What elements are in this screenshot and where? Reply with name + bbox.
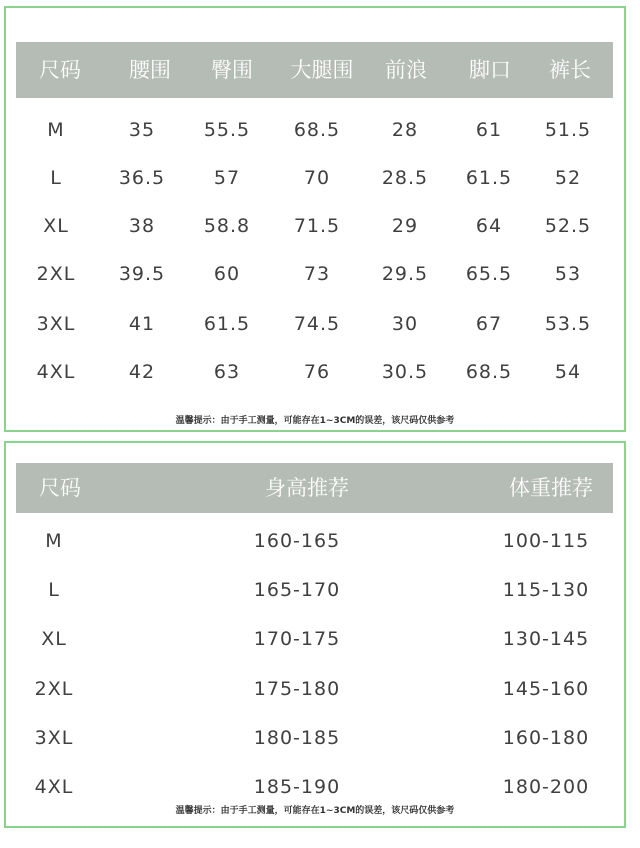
cell-front-rise: 30 bbox=[391, 313, 419, 335]
cell-leg-opening: 61 bbox=[475, 119, 503, 141]
cell-waist: 39.5 bbox=[118, 263, 166, 285]
cell-waist: 35 bbox=[128, 119, 156, 141]
cell-hip: 57 bbox=[213, 167, 241, 189]
cell-thigh: 74.5 bbox=[293, 313, 341, 335]
header-height: 身高推荐 bbox=[265, 476, 349, 500]
cell-length: 52 bbox=[554, 167, 582, 189]
cell-thigh: 71.5 bbox=[293, 215, 341, 237]
cell-weight: 100-115 bbox=[502, 530, 590, 552]
cell-thigh: 68.5 bbox=[293, 119, 341, 141]
cell-hip: 63 bbox=[213, 361, 241, 383]
measurement-note: 温馨提示：由于手工测量，可能存在1~3CM的误差，该尺码仅供参考 bbox=[175, 806, 455, 816]
cell-leg-opening: 67 bbox=[475, 313, 503, 335]
header-leg-opening: 脚口 bbox=[469, 58, 511, 82]
header-size: 尺码 bbox=[39, 58, 81, 82]
cell-height: 175-180 bbox=[253, 678, 341, 700]
cell-size: 2XL bbox=[36, 263, 76, 285]
cell-thigh: 70 bbox=[303, 167, 331, 189]
cell-weight: 130-145 bbox=[502, 628, 590, 650]
cell-hip: 55.5 bbox=[203, 119, 251, 141]
cell-thigh: 73 bbox=[303, 263, 331, 285]
cell-leg-opening: 61.5 bbox=[465, 167, 513, 189]
size-table-header bbox=[16, 42, 613, 98]
cell-size: 3XL bbox=[36, 313, 76, 335]
cell-size: 4XL bbox=[36, 361, 76, 383]
cell-waist: 41 bbox=[128, 313, 156, 335]
cell-length: 51.5 bbox=[544, 119, 592, 141]
cell-height: 185-190 bbox=[253, 776, 341, 798]
cell-leg-opening: 64 bbox=[475, 215, 503, 237]
cell-leg-opening: 65.5 bbox=[465, 263, 513, 285]
table-row bbox=[6, 615, 624, 663]
cell-size: L bbox=[50, 167, 62, 189]
table-row bbox=[6, 566, 624, 614]
cell-waist: 36.5 bbox=[118, 167, 166, 189]
cell-hip: 58.8 bbox=[203, 215, 251, 237]
cell-length: 52.5 bbox=[544, 215, 592, 237]
table-row bbox=[6, 106, 624, 154]
cell-height: 165-170 bbox=[253, 579, 341, 601]
header-length: 裤长 bbox=[549, 58, 591, 82]
header-hip: 臀围 bbox=[211, 58, 253, 82]
cell-size: XL bbox=[43, 215, 69, 237]
cell-weight: 180-200 bbox=[502, 776, 590, 798]
cell-front-rise: 28.5 bbox=[381, 167, 429, 189]
cell-size: M bbox=[47, 119, 65, 141]
cell-size: L bbox=[48, 579, 60, 601]
cell-hip: 61.5 bbox=[203, 313, 251, 335]
table-row bbox=[6, 202, 624, 250]
cell-height: 160-165 bbox=[253, 530, 341, 552]
cell-size: M bbox=[45, 530, 63, 552]
header-size: 尺码 bbox=[39, 476, 81, 500]
recommendation-table-panel bbox=[4, 441, 626, 828]
header-front-rise: 前浪 bbox=[385, 58, 427, 82]
cell-size: 4XL bbox=[34, 776, 74, 798]
cell-weight: 145-160 bbox=[502, 678, 590, 700]
header-weight: 体重推荐 bbox=[509, 476, 593, 500]
cell-length: 54 bbox=[554, 361, 582, 383]
table-row bbox=[6, 300, 624, 348]
cell-size: XL bbox=[41, 628, 67, 650]
cell-weight: 115-130 bbox=[502, 579, 590, 601]
cell-length: 53.5 bbox=[544, 313, 592, 335]
cell-front-rise: 28 bbox=[391, 119, 419, 141]
cell-thigh: 76 bbox=[303, 361, 331, 383]
table-row bbox=[6, 665, 624, 713]
table-row bbox=[6, 154, 624, 202]
table-row bbox=[6, 250, 624, 298]
cell-length: 53 bbox=[554, 263, 582, 285]
cell-height: 180-185 bbox=[253, 727, 341, 749]
table-row bbox=[6, 517, 624, 565]
cell-front-rise: 29.5 bbox=[381, 263, 429, 285]
cell-waist: 42 bbox=[128, 361, 156, 383]
cell-height: 170-175 bbox=[253, 628, 341, 650]
size-table-panel bbox=[4, 6, 626, 432]
measurement-note: 温馨提示：由于手工测量，可能存在1~3CM的误差，该尺码仅供参考 bbox=[175, 416, 455, 426]
header-waist: 腰围 bbox=[129, 58, 171, 82]
table-row bbox=[6, 714, 624, 762]
cell-leg-opening: 68.5 bbox=[465, 361, 513, 383]
cell-size: 2XL bbox=[34, 678, 74, 700]
cell-weight: 160-180 bbox=[502, 727, 590, 749]
recommendation-table-header bbox=[16, 463, 613, 513]
cell-front-rise: 30.5 bbox=[381, 361, 429, 383]
cell-size: 3XL bbox=[34, 727, 74, 749]
table-row bbox=[6, 348, 624, 396]
header-thigh: 大腿围 bbox=[290, 58, 354, 82]
cell-hip: 60 bbox=[213, 263, 241, 285]
cell-front-rise: 29 bbox=[391, 215, 419, 237]
cell-waist: 38 bbox=[128, 215, 156, 237]
